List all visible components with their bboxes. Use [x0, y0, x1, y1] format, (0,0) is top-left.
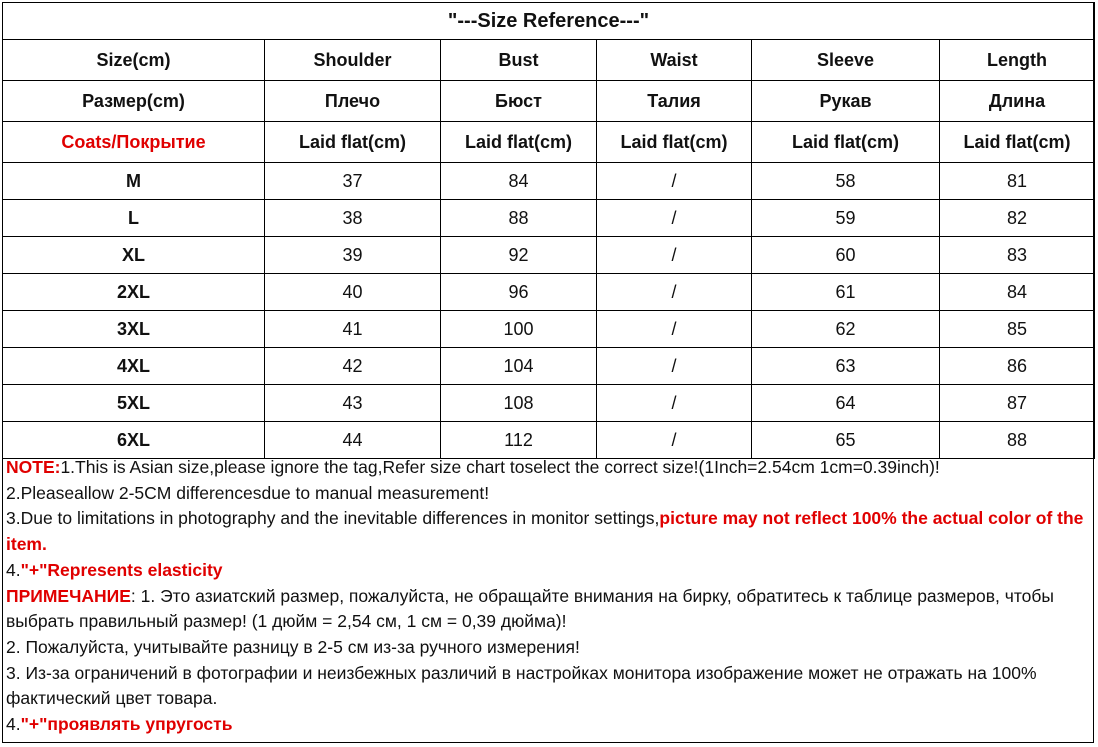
measurement-cell: 112 [441, 422, 597, 459]
header-cell: Длина [940, 81, 1095, 122]
measurement-cell: 104 [441, 348, 597, 385]
measurement-cell: / [597, 274, 752, 311]
measurement-cell: 84 [441, 163, 597, 200]
table-row [3, 200, 1095, 237]
table-row [3, 274, 1095, 311]
table-row [3, 311, 1095, 348]
header-cell: Laid flat(cm) [265, 122, 441, 163]
elasticity-note: "+"Represents elasticity [20, 559, 223, 580]
note-ru-4: 4."+"проявлять упругость [6, 714, 233, 735]
table-row [3, 385, 1095, 422]
header-cell: Laid flat(cm) [752, 122, 940, 163]
header-cell: Coats/Покрытие [3, 122, 265, 163]
measurement-cell: 38 [265, 200, 441, 237]
header-cell: Размер(cm) [3, 81, 265, 122]
measurement-cell: 64 [752, 385, 940, 422]
header-cell: Shoulder [265, 40, 441, 81]
measurement-cell: 88 [940, 422, 1095, 459]
table-row [3, 237, 1095, 274]
size-label: 3XL [3, 311, 265, 348]
measurement-cell: 83 [940, 237, 1095, 274]
header-cell: Бюст [441, 81, 597, 122]
header-cell: Bust [441, 40, 597, 81]
measurement-cell: 59 [752, 200, 940, 237]
measurement-cell: / [597, 311, 752, 348]
note-en-3: 3.Due to limitations in photography and the inevitable differences in monitor settings,picture may not reflect 100% the actual color of the item. [6, 508, 1084, 555]
table-row [3, 163, 1095, 200]
header-cell: Laid flat(cm) [597, 122, 752, 163]
note-label-ru: ПРИМЕЧАНИЕ [6, 585, 131, 606]
measurement-cell: 86 [940, 348, 1095, 385]
measurement-cell: 61 [752, 274, 940, 311]
measurement-cell: 58 [752, 163, 940, 200]
measurement-cell: 39 [265, 237, 441, 274]
header-row [3, 81, 1095, 122]
note-ru-3: 3. Из-за ограничений в фотографии и неизбежных различий в настройках монитора изображение может не отражать на 100% фактический цвет товара. [6, 662, 1037, 709]
measurement-cell: 60 [752, 237, 940, 274]
header-cell: Size(cm) [3, 40, 265, 81]
measurement-cell: 40 [265, 274, 441, 311]
measurement-cell: 100 [441, 311, 597, 348]
size-label: 2XL [3, 274, 265, 311]
header-cell: Рукав [752, 81, 940, 122]
measurement-cell: 96 [441, 274, 597, 311]
measurement-cell: 42 [265, 348, 441, 385]
size-label: 5XL [3, 385, 265, 422]
measurement-cell: 81 [940, 163, 1095, 200]
measurement-cell: 41 [265, 311, 441, 348]
note-en-2: 2.Pleaseallow 2-5CM differencesdue to manual measurement! [6, 482, 490, 503]
size-label: M [3, 163, 265, 200]
note-ru-2: 2. Пожалуйста, учитывайте разницу в 2-5 см из-за ручного измерения! [6, 636, 580, 657]
header-cell: Laid flat(cm) [940, 122, 1095, 163]
measurement-cell: 63 [752, 348, 940, 385]
header-row [3, 40, 1095, 81]
size-label: L [3, 200, 265, 237]
measurement-cell: / [597, 237, 752, 274]
measurement-cell: 88 [441, 200, 597, 237]
measurement-cell: / [597, 422, 752, 459]
header-cell: Waist [597, 40, 752, 81]
header-cell: Плечо [265, 81, 441, 122]
measurement-cell: 84 [940, 274, 1095, 311]
measurement-cell: 44 [265, 422, 441, 459]
header-cell: Sleeve [752, 40, 940, 81]
size-label: XL [3, 237, 265, 274]
measurement-cell: / [597, 200, 752, 237]
measurement-cell: / [597, 348, 752, 385]
header-cell: Талия [597, 81, 752, 122]
note-label: NOTE: [6, 457, 61, 477]
color-warning: picture may not reflect 100% the actual color of the item. [6, 508, 1084, 555]
note-en-1: NOTE:1.This is Asian size,please ignore the tag,Refer size chart toselect the correct size!(1Inch=2.54cm 1cm=0.39inch)! [6, 457, 940, 477]
measurement-cell: 108 [441, 385, 597, 422]
table-row [3, 422, 1095, 459]
measurement-cell: 85 [940, 311, 1095, 348]
size-label: 4XL [3, 348, 265, 385]
measurement-cell: 65 [752, 422, 940, 459]
table-row [3, 348, 1095, 385]
note-en-4: 4."+"Represents elasticity [6, 559, 223, 580]
size-table [2, 2, 1095, 459]
header-cell: Laid flat(cm) [441, 122, 597, 163]
measurement-cell: 92 [441, 237, 597, 274]
header-row [3, 122, 1095, 163]
measurement-cell: 62 [752, 311, 940, 348]
size-label: 6XL [3, 422, 265, 459]
title-row [3, 3, 1095, 40]
elasticity-note-ru: "+"проявлять упругость [20, 714, 233, 735]
measurement-cell: 37 [265, 163, 441, 200]
note-ru-1: ПРИМЕЧАНИЕ: 1. Это азиатский размер, пожалуйста, не обращайте внимания на бирку, обратитесь к таблице размеров, чтобы выбрать правильный размер! (1 дюйм = 2,54 см, 1 см = 0,39 дюйма)! [6, 585, 1055, 632]
measurement-cell: / [597, 163, 752, 200]
measurement-cell: / [597, 385, 752, 422]
measurement-cell: 82 [940, 200, 1095, 237]
header-cell: Length [940, 40, 1095, 81]
measurement-cell: 87 [940, 385, 1095, 422]
table-title: "---Size Reference---" [3, 3, 1095, 40]
notes-section [6, 455, 1090, 738]
measurement-cell: 43 [265, 385, 441, 422]
